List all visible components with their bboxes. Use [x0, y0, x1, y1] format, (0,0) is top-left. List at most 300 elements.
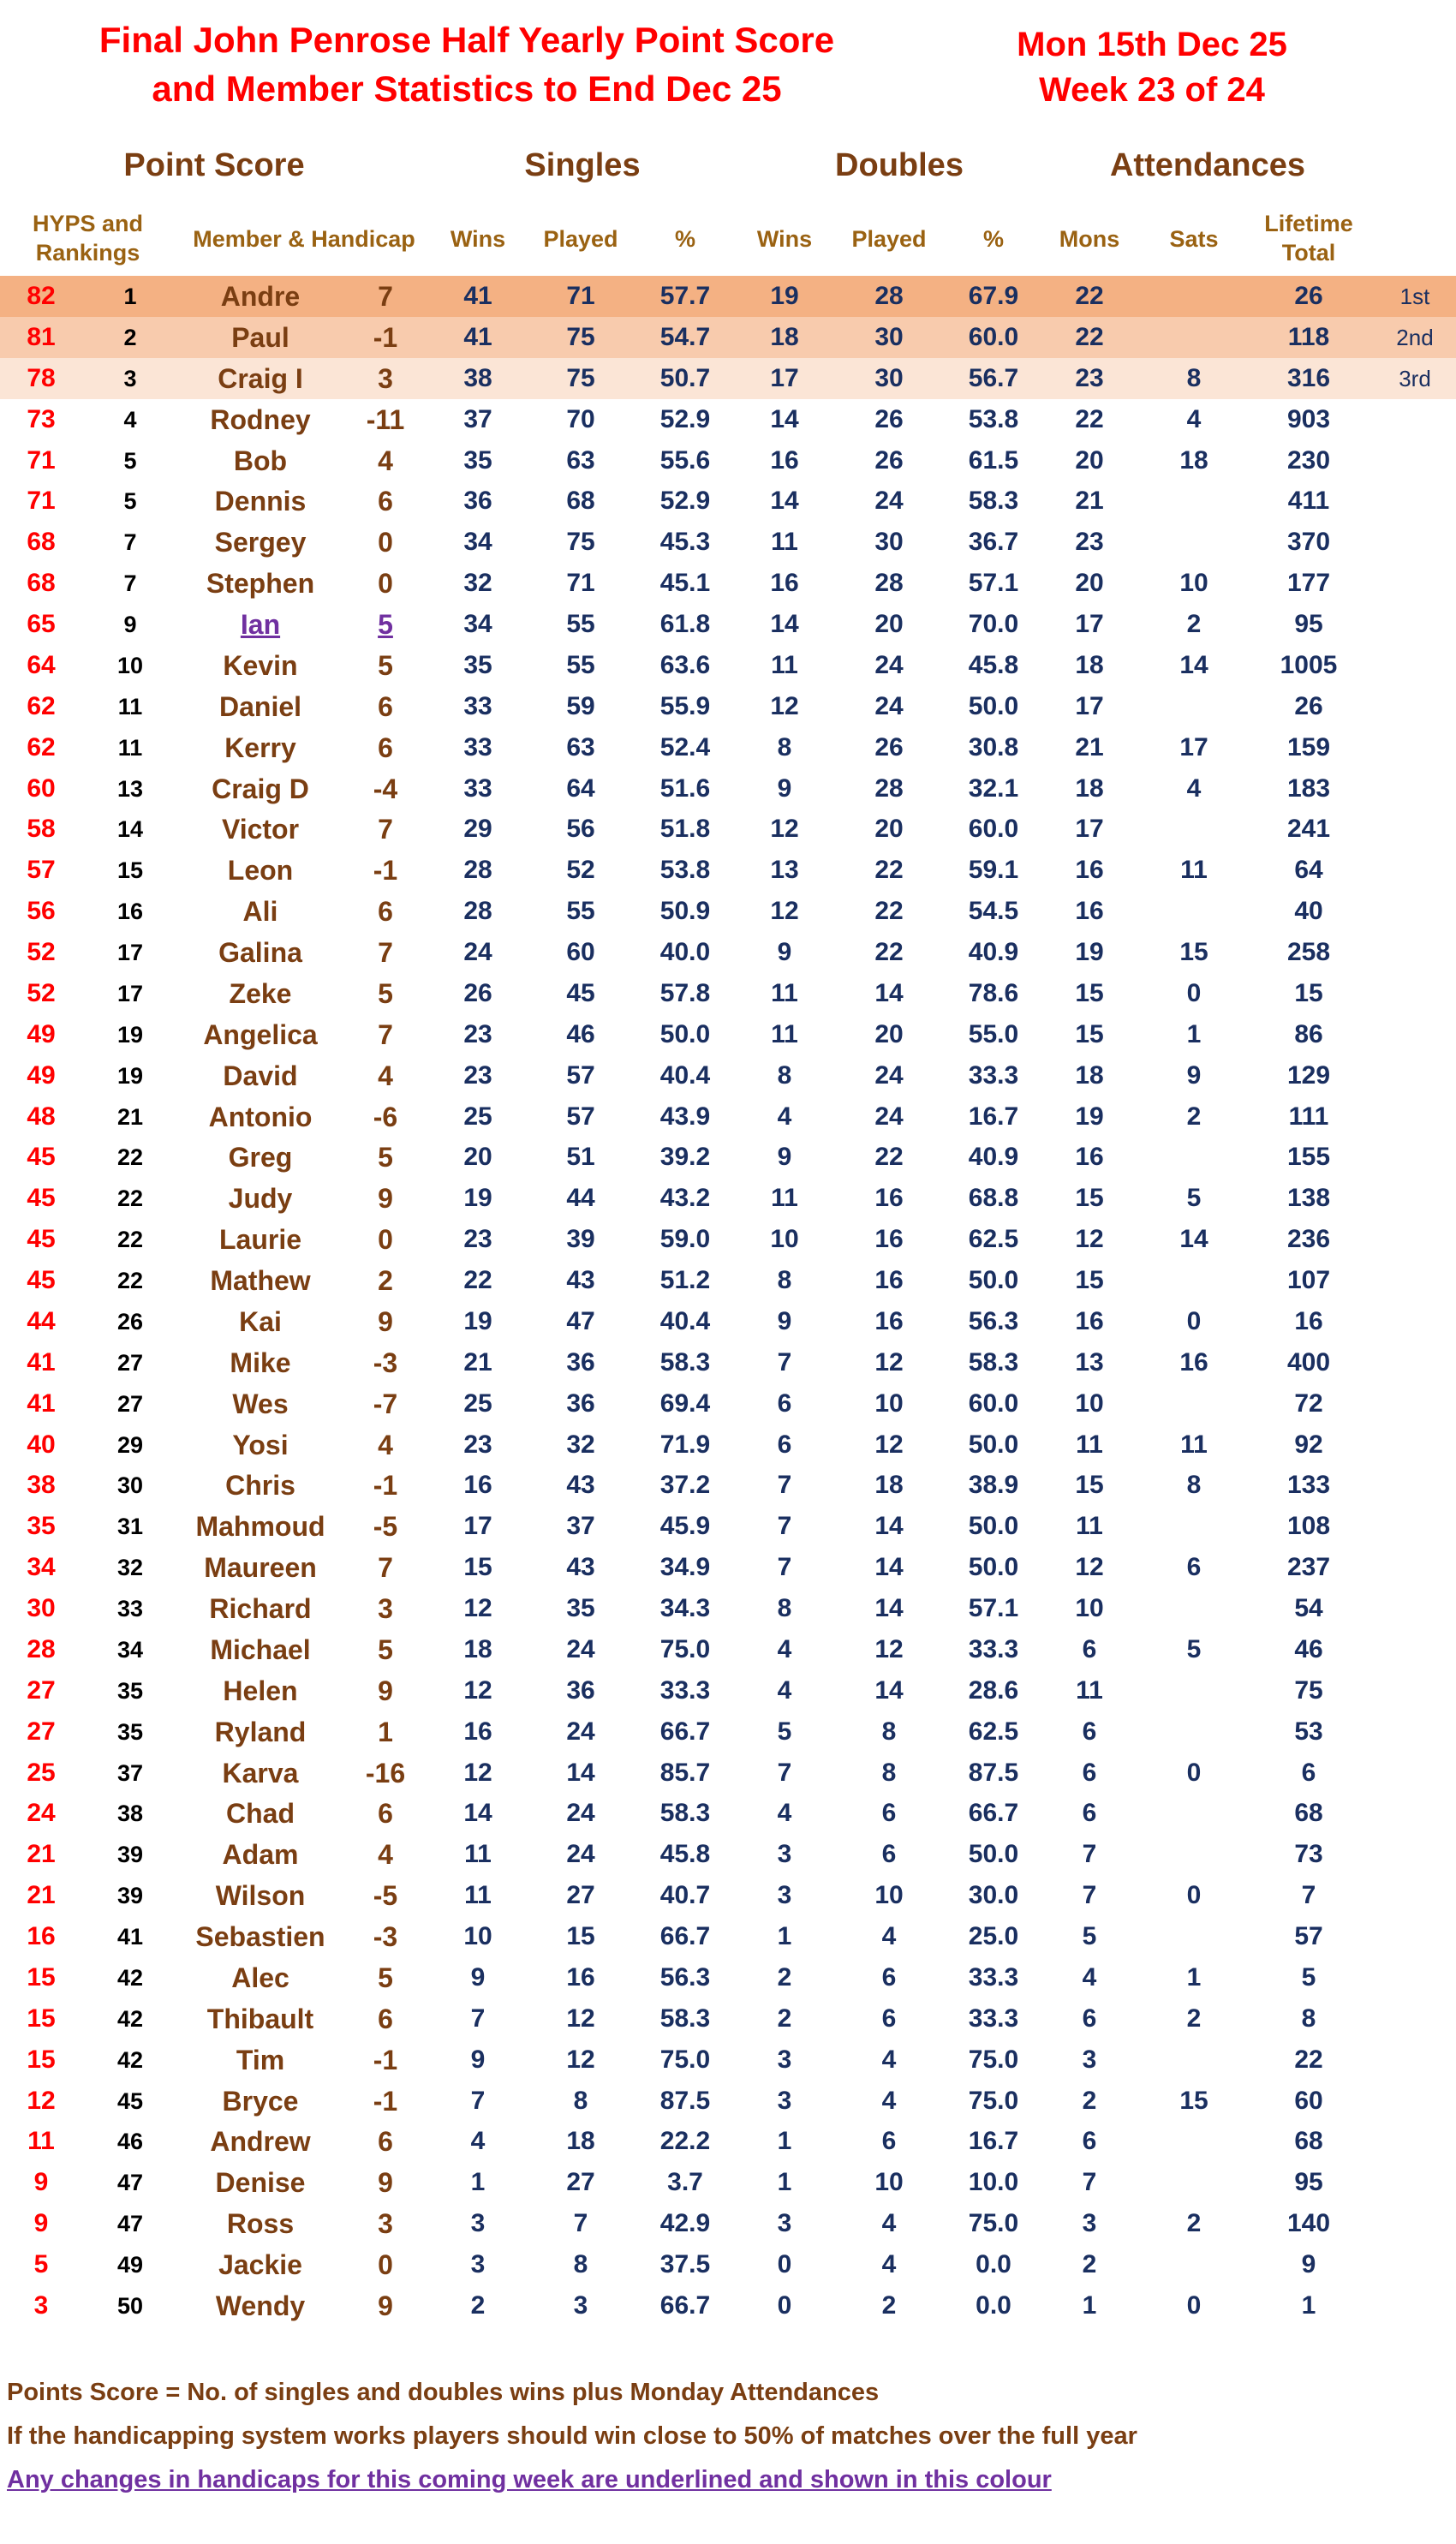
points-cell: 15 — [27, 1962, 56, 1992]
doubles-wins-cell: 7 — [777, 1512, 792, 1541]
lifetime-total-cell: 26 — [1294, 691, 1323, 720]
member-name-cell: Galina — [218, 937, 302, 968]
monday-attendances-cell: 20 — [1075, 569, 1104, 598]
doubles-wins-cell: 2 — [777, 2004, 792, 2033]
monday-attendances-cell: 19 — [1075, 938, 1104, 966]
table-row — [0, 2203, 1456, 2244]
placing-cell — [1381, 1957, 1449, 1998]
singles-percent-cell: 87.5 — [659, 2086, 711, 2115]
monday-attendances-cell: 18 — [1075, 773, 1104, 803]
singles-percent-cell: 55.6 — [659, 445, 711, 475]
lifetime-total-cell: 230 — [1286, 445, 1331, 475]
singles-played-cell: 24 — [566, 1717, 595, 1746]
monday-attendances-cell: 11 — [1076, 1675, 1103, 1705]
doubles-played-cell: 2 — [881, 2290, 897, 2320]
points-cell: 24 — [27, 1799, 56, 1828]
handicap-cell[interactable]: 5 — [378, 609, 393, 640]
singles-played-cell: 55 — [566, 610, 595, 638]
singles-percent-cell: 58.3 — [659, 1347, 711, 1377]
doubles-wins-cell: 14 — [770, 404, 799, 433]
placing-cell — [1381, 1096, 1449, 1138]
monday-attendances-cell: 3 — [1082, 2045, 1097, 2074]
singles-percent-cell: 57.8 — [659, 978, 711, 1007]
points-cell: 71 — [27, 487, 56, 516]
singles-percent-cell: 50.9 — [659, 897, 711, 926]
doubles-wins-cell: 16 — [770, 569, 799, 598]
table-row — [0, 1424, 1456, 1466]
monday-attendances-cell: 15 — [1075, 1471, 1104, 1500]
lifetime-total-cell: 64 — [1294, 856, 1323, 885]
doubles-played-cell: 12 — [874, 1430, 904, 1459]
placing-cell — [1381, 399, 1449, 440]
singles-played-cell: 3 — [573, 2290, 588, 2320]
singles-wins-cell: 34 — [463, 610, 492, 638]
lifetime-total-cell: 7 — [1301, 1881, 1316, 1910]
singles-wins-cell: 26 — [463, 978, 492, 1007]
handicap-cell: -6 — [373, 1101, 398, 1132]
monday-attendances-cell: 19 — [1075, 1102, 1104, 1131]
points-cell: 81 — [27, 322, 56, 351]
monday-attendances-cell: 16 — [1075, 1306, 1104, 1335]
header-singles-played: Played — [543, 226, 618, 252]
doubles-played-cell: 24 — [874, 650, 904, 679]
singles-played-cell: 18 — [566, 2127, 595, 2156]
doubles-percent-cell: 38.9 — [968, 1471, 1019, 1500]
singles-played-cell: 27 — [566, 2168, 595, 2197]
placing-cell — [1381, 1711, 1449, 1753]
member-name-cell[interactable]: Ian — [240, 609, 281, 640]
rank-cell: 4 — [123, 406, 137, 433]
member-name-cell: Victor — [221, 814, 300, 845]
singles-percent-cell: 39.2 — [659, 1143, 711, 1172]
lifetime-total-cell: 370 — [1286, 528, 1331, 557]
rank-cell: 17 — [116, 940, 144, 965]
placing-cell — [1381, 768, 1449, 809]
doubles-percent-cell: 53.8 — [968, 404, 1019, 433]
monday-attendances-cell: 1 — [1082, 2290, 1097, 2320]
member-name-cell: Angelica — [203, 1018, 318, 1050]
member-name-cell: Jackie — [218, 2249, 302, 2280]
saturday-attendances-cell: 8 — [1186, 1471, 1202, 1500]
header-hyps-line2: Rankings — [35, 240, 140, 266]
doubles-played-cell: 14 — [874, 1512, 904, 1541]
table-row — [0, 1711, 1456, 1753]
saturday-attendances-cell — [1151, 2121, 1237, 2162]
member-name-cell: Michael — [210, 1633, 311, 1665]
monday-attendances-cell: 10 — [1075, 1388, 1104, 1418]
table-row — [0, 891, 1456, 932]
table-row — [0, 440, 1456, 481]
singles-percent-cell: 40.4 — [659, 1306, 711, 1335]
singles-played-cell: 24 — [566, 1634, 595, 1663]
lifetime-total-cell: 177 — [1286, 569, 1331, 598]
singles-percent-cell: 52.9 — [659, 487, 711, 516]
doubles-wins-cell: 0 — [777, 2250, 792, 2278]
rank-cell: 34 — [116, 1636, 144, 1663]
header-mons: Mons — [1059, 226, 1120, 252]
singles-wins-cell: 29 — [463, 815, 492, 844]
singles-percent-cell: 3.7 — [667, 2168, 703, 2197]
handicap-cell: 6 — [378, 1798, 393, 1830]
placing-cell — [1381, 1793, 1449, 1834]
saturday-attendances-cell: 0 — [1186, 1881, 1202, 1910]
points-cell: 49 — [27, 1060, 56, 1090]
doubles-played-cell: 26 — [874, 445, 904, 475]
handicap-cell: 7 — [378, 937, 393, 968]
saturday-attendances-cell: 0 — [1186, 2290, 1202, 2320]
table-row — [0, 645, 1456, 686]
points-cell: 27 — [27, 1675, 56, 1705]
singles-wins-cell: 23 — [463, 1060, 492, 1090]
doubles-percent-cell: 33.3 — [968, 1962, 1019, 1992]
header-lifetime-line1: Lifetime — [1264, 211, 1353, 236]
doubles-wins-cell: 18 — [770, 322, 799, 351]
doubles-played-cell: 4 — [881, 2209, 897, 2238]
handicap-cell: 5 — [378, 1633, 393, 1665]
doubles-played-cell: 30 — [874, 363, 904, 392]
singles-played-cell: 43 — [566, 1266, 595, 1294]
doubles-played-cell: 24 — [874, 691, 904, 720]
doubles-percent-cell: 50.0 — [968, 691, 1019, 720]
placing-cell — [1381, 1875, 1449, 1916]
header-sats: Sats — [1169, 226, 1219, 252]
doubles-wins-cell: 0 — [777, 2290, 792, 2320]
saturday-attendances-cell — [1151, 1137, 1237, 1178]
doubles-percent-cell: 40.9 — [968, 938, 1019, 966]
handicap-cell: 3 — [378, 2208, 393, 2240]
points-cell: 49 — [27, 1019, 56, 1048]
monday-attendances-cell: 7 — [1082, 1881, 1097, 1910]
note-handicap-changes: Any changes in handicaps for this coming week are underlined and shown in this colour — [7, 2466, 1052, 2493]
doubles-played-cell: 6 — [881, 1799, 897, 1828]
monday-attendances-cell: 21 — [1075, 732, 1104, 761]
table-row — [0, 727, 1456, 768]
rank-cell: 27 — [116, 1349, 144, 1376]
member-name-cell: Greg — [228, 1142, 293, 1173]
table-row — [0, 399, 1456, 440]
doubles-percent-cell: 57.1 — [968, 569, 1019, 598]
points-cell: 27 — [27, 1717, 56, 1746]
doubles-percent-cell: 68.8 — [968, 1184, 1019, 1213]
singles-percent-cell: 51.8 — [659, 815, 711, 844]
singles-played-cell: 46 — [566, 1019, 595, 1048]
handicap-cell: 6 — [378, 486, 393, 517]
member-name-cell: Bryce — [222, 2085, 299, 2117]
singles-played-cell: 44 — [566, 1184, 595, 1213]
saturday-attendances-cell: 0 — [1186, 978, 1202, 1007]
points-cell: 45 — [27, 1143, 56, 1172]
points-cell: 82 — [27, 282, 56, 310]
rank-cell: 5 — [123, 447, 137, 474]
doubles-wins-cell: 19 — [770, 282, 799, 310]
points-cell: 35 — [27, 1512, 56, 1541]
rank-cell: 50 — [116, 2292, 144, 2319]
header-doubles-played: Played — [851, 226, 927, 252]
singles-played-cell: 51 — [566, 1143, 595, 1172]
doubles-played-cell: 16 — [874, 1225, 904, 1254]
header-doubles-wins: Wins — [756, 226, 813, 252]
singles-percent-cell: 75.0 — [659, 2045, 711, 2074]
saturday-attendances-cell: 5 — [1186, 1634, 1202, 1663]
header-singles-percent: % — [674, 226, 695, 252]
handicap-cell: 2 — [378, 1265, 393, 1296]
monday-attendances-cell: 15 — [1075, 1184, 1104, 1213]
points-cell: 15 — [27, 2045, 56, 2074]
singles-percent-cell: 45.1 — [659, 569, 711, 598]
doubles-wins-cell: 11 — [771, 1184, 798, 1213]
lifetime-total-cell: 118 — [1287, 322, 1330, 351]
rank-cell: 39 — [116, 1883, 144, 1909]
monday-attendances-cell: 6 — [1082, 1799, 1097, 1828]
doubles-wins-cell: 1 — [777, 1922, 792, 1950]
doubles-percent-cell: 16.7 — [968, 2127, 1019, 2156]
handicap-cell: 0 — [378, 2249, 393, 2280]
lifetime-total-cell: 183 — [1286, 773, 1331, 803]
singles-played-cell: 16 — [566, 1962, 595, 1992]
singles-wins-cell: 16 — [463, 1717, 492, 1746]
placing-cell — [1381, 1424, 1449, 1466]
saturday-attendances-cell — [1151, 2162, 1237, 2203]
handicap-cell: 0 — [378, 527, 393, 558]
doubles-percent-cell: 10.0 — [968, 2168, 1019, 2197]
saturday-attendances-cell: 9 — [1186, 1060, 1202, 1090]
saturday-attendances-cell — [1151, 1506, 1237, 1547]
lifetime-total-cell: 95 — [1294, 2168, 1323, 2197]
doubles-percent-cell: 57.1 — [968, 1594, 1019, 1622]
placing-cell — [1381, 932, 1449, 973]
points-cell: 30 — [27, 1594, 56, 1622]
doubles-wins-cell: 12 — [770, 897, 799, 926]
singles-played-cell: 63 — [566, 732, 595, 761]
table-row — [0, 1916, 1456, 1957]
doubles-wins-cell: 11 — [771, 650, 798, 679]
points-cell: 38 — [27, 1471, 56, 1500]
points-cell: 71 — [27, 445, 56, 475]
member-name-cell: Kai — [239, 1305, 282, 1337]
doubles-percent-cell: 0.0 — [976, 2250, 1011, 2278]
rank-cell: 47 — [116, 2170, 144, 2196]
lifetime-total-cell: 57 — [1294, 1922, 1323, 1950]
singles-played-cell: 7 — [573, 2209, 588, 2238]
member-name-cell: Andre — [220, 281, 301, 312]
singles-played-cell: 70 — [566, 404, 595, 433]
doubles-played-cell: 22 — [874, 1143, 904, 1172]
saturday-attendances-cell — [1151, 1383, 1237, 1424]
doubles-wins-cell: 17 — [770, 363, 799, 392]
monday-attendances-cell: 6 — [1082, 1758, 1097, 1787]
placing-cell — [1381, 686, 1449, 727]
singles-percent-cell: 61.8 — [659, 610, 711, 638]
rank-cell: 41 — [116, 1924, 144, 1950]
handicap-cell: -1 — [373, 2044, 398, 2075]
note-handicapping: If the handicapping system works players should win close to 50% of matches over the full year — [7, 2422, 1137, 2450]
doubles-wins-cell: 12 — [770, 691, 799, 720]
table-row — [0, 2039, 1456, 2081]
doubles-wins-cell: 14 — [770, 610, 799, 638]
singles-played-cell: 39 — [566, 1225, 595, 1254]
rank-cell: 45 — [116, 2087, 144, 2114]
member-name-cell: Kevin — [223, 649, 298, 681]
monday-attendances-cell: 17 — [1075, 815, 1104, 844]
rank-cell: 19 — [116, 1021, 144, 1048]
saturday-attendances-cell: 10 — [1179, 569, 1208, 598]
saturday-attendances-cell: 1 — [1186, 1962, 1202, 1992]
singles-wins-cell: 38 — [463, 363, 492, 392]
saturday-attendances-cell — [1151, 1834, 1237, 1875]
saturday-attendances-cell: 15 — [1179, 2086, 1208, 2115]
handicap-cell: -11 — [366, 403, 405, 435]
table-row — [0, 2285, 1456, 2326]
doubles-wins-cell: 7 — [777, 1553, 792, 1582]
doubles-played-cell: 4 — [881, 2045, 897, 2074]
singles-percent-cell: 22.2 — [659, 2127, 711, 2156]
handicap-cell: 6 — [378, 690, 393, 722]
doubles-played-cell: 24 — [874, 1102, 904, 1131]
lifetime-total-cell: 111 — [1288, 1102, 1329, 1131]
singles-percent-cell: 71.9 — [659, 1430, 711, 1459]
handicap-cell: 5 — [378, 1962, 393, 1993]
singles-wins-cell: 28 — [463, 897, 492, 926]
placing-cell — [1381, 1219, 1449, 1260]
rank-cell: 46 — [116, 2129, 144, 2155]
handicap-cell: -5 — [373, 1511, 398, 1543]
doubles-percent-cell: 62.5 — [968, 1225, 1019, 1254]
lifetime-total-cell: 140 — [1286, 2209, 1331, 2238]
doubles-wins-cell: 5 — [777, 1717, 792, 1746]
rank-cell: 42 — [116, 2046, 144, 2073]
saturday-attendances-cell: 4 — [1186, 773, 1202, 803]
points-cell: 12 — [27, 2086, 56, 2115]
singles-played-cell: 55 — [566, 897, 595, 926]
doubles-wins-cell: 13 — [770, 856, 799, 885]
doubles-played-cell: 22 — [874, 856, 904, 885]
table-row — [0, 2121, 1456, 2162]
singles-played-cell: 75 — [566, 363, 595, 392]
lifetime-total-cell: 5 — [1301, 1962, 1316, 1992]
doubles-played-cell: 10 — [874, 2168, 904, 2197]
doubles-played-cell: 4 — [881, 2250, 897, 2278]
points-cell: 62 — [27, 732, 56, 761]
table-row — [0, 1465, 1456, 1506]
doubles-played-cell: 22 — [874, 938, 904, 966]
table-row — [0, 2244, 1456, 2285]
monday-attendances-cell: 5 — [1082, 1922, 1097, 1950]
member-name-cell: Judy — [228, 1183, 293, 1215]
singles-percent-cell: 59.0 — [659, 1225, 711, 1254]
placing-cell — [1381, 1014, 1449, 1055]
handicap-cell: -7 — [373, 1388, 398, 1419]
singles-percent-cell: 75.0 — [659, 1634, 711, 1663]
table-row — [0, 1383, 1456, 1424]
saturday-attendances-cell: 2 — [1186, 610, 1202, 638]
member-name-cell: Karva — [222, 1757, 299, 1789]
header-hyps-line1: HYPS and — [32, 211, 144, 236]
page-title — [26, 15, 908, 113]
rank-cell: 39 — [116, 1842, 144, 1868]
singles-percent-cell: 40.4 — [659, 1060, 711, 1090]
singles-played-cell: 45 — [566, 978, 595, 1007]
doubles-percent-cell: 50.0 — [968, 1840, 1019, 1869]
points-cell: 5 — [33, 2250, 49, 2278]
singles-wins-cell: 3 — [470, 2250, 486, 2278]
doubles-percent-cell: 25.0 — [968, 1922, 1019, 1950]
doubles-wins-cell: 11 — [771, 528, 798, 557]
table-row — [0, 1588, 1456, 1629]
handicap-cell: 4 — [378, 1060, 393, 1091]
placing-cell — [1381, 2244, 1449, 2285]
section-attendances: Attendances — [1109, 147, 1306, 183]
saturday-attendances-cell: 2 — [1186, 2209, 1202, 2238]
doubles-percent-cell: 58.3 — [968, 1347, 1019, 1377]
member-name-cell: David — [223, 1060, 298, 1091]
table-row — [0, 1014, 1456, 1055]
singles-percent-cell: 34.3 — [659, 1594, 711, 1622]
placing-cell — [1381, 645, 1449, 686]
monday-attendances-cell: 12 — [1075, 1553, 1104, 1582]
table-row — [0, 2081, 1456, 2122]
doubles-played-cell: 10 — [874, 1881, 904, 1910]
handicap-cell: 6 — [378, 732, 393, 763]
monday-attendances-cell: 3 — [1082, 2209, 1097, 2238]
singles-percent-cell: 40.0 — [659, 938, 711, 966]
singles-percent-cell: 51.6 — [659, 773, 711, 803]
singles-wins-cell: 20 — [463, 1143, 492, 1172]
table-row — [0, 522, 1456, 563]
doubles-played-cell: 30 — [874, 322, 904, 351]
singles-played-cell: 71 — [566, 569, 595, 598]
doubles-percent-cell: 33.3 — [968, 1634, 1019, 1663]
handicap-cell: -1 — [373, 2085, 398, 2117]
monday-attendances-cell: 2 — [1082, 2086, 1097, 2115]
lifetime-total-cell: 411 — [1287, 487, 1330, 516]
monday-attendances-cell: 23 — [1075, 528, 1104, 557]
placing-cell — [1381, 1137, 1449, 1178]
lifetime-total-cell: 53 — [1294, 1717, 1323, 1746]
singles-played-cell: 14 — [566, 1758, 595, 1787]
handicap-cell: -1 — [373, 321, 398, 353]
singles-wins-cell: 7 — [470, 2086, 486, 2115]
placing-cell — [1381, 1506, 1449, 1547]
points-cell: 56 — [27, 897, 56, 926]
handicap-cell: 1 — [378, 1716, 393, 1747]
singles-played-cell: 75 — [566, 322, 595, 351]
singles-wins-cell: 12 — [463, 1594, 492, 1622]
rank-cell: 27 — [116, 1390, 144, 1417]
placing-cell — [1381, 891, 1449, 932]
singles-wins-cell: 33 — [463, 732, 492, 761]
doubles-wins-cell: 8 — [777, 1266, 792, 1294]
singles-wins-cell: 23 — [463, 1225, 492, 1254]
rank-cell: 10 — [116, 652, 144, 678]
singles-played-cell: 36 — [566, 1675, 595, 1705]
doubles-wins-cell: 7 — [777, 1347, 792, 1377]
monday-attendances-cell: 22 — [1075, 282, 1104, 310]
points-cell: 52 — [27, 978, 56, 1007]
points-cell: 65 — [27, 610, 56, 638]
doubles-played-cell: 30 — [874, 528, 904, 557]
member-name-cell: Chad — [226, 1798, 295, 1830]
placing-cell: 3rd — [1399, 365, 1431, 391]
table-row — [0, 604, 1456, 645]
points-cell: 44 — [27, 1306, 56, 1335]
singles-played-cell: 37 — [566, 1512, 595, 1541]
rank-cell: 42 — [116, 2005, 144, 2032]
points-cell: 28 — [27, 1634, 56, 1663]
table-row — [0, 1834, 1456, 1875]
doubles-percent-cell: 61.5 — [968, 445, 1019, 475]
singles-played-cell: 64 — [566, 773, 595, 803]
singles-percent-cell: 37.5 — [659, 2250, 711, 2278]
